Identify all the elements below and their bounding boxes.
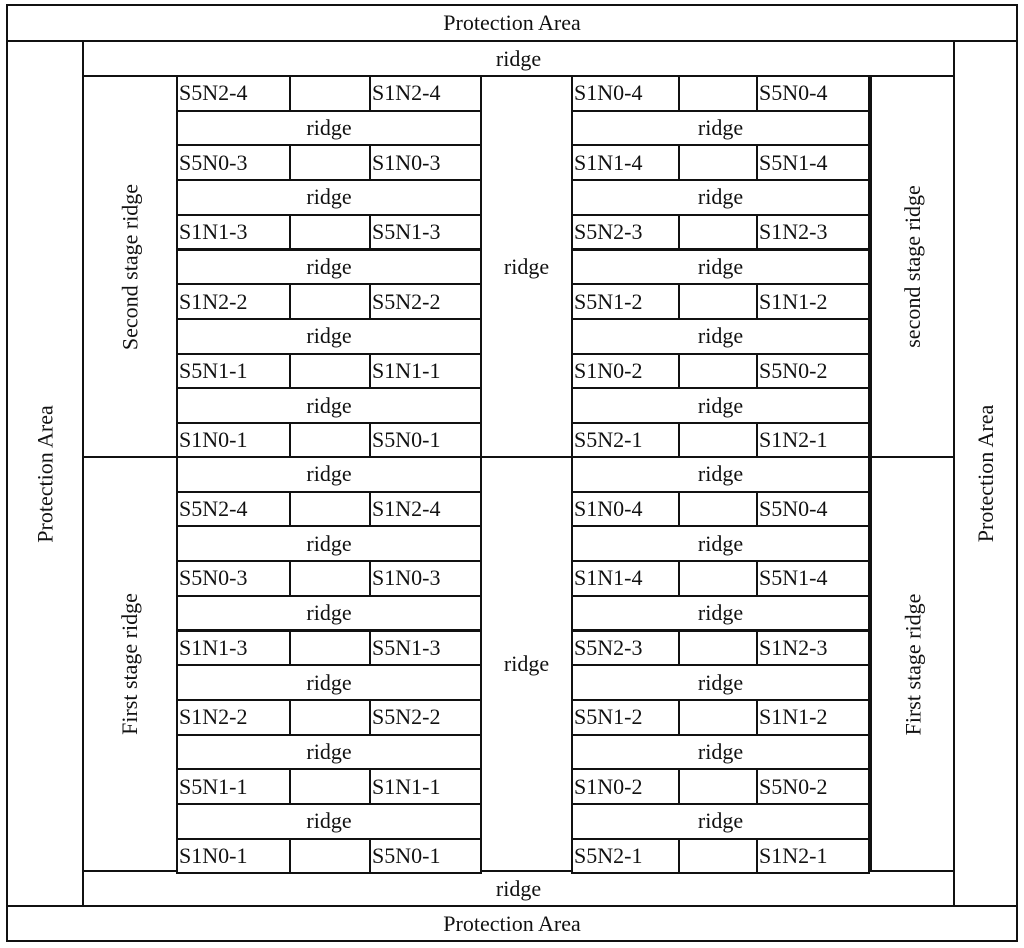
stage-ridge-right-upper-label: second stage ridge: [899, 185, 925, 348]
lower-left-plot-label: S5N0-1: [372, 843, 441, 869]
lower-left-plot-gap: [289, 560, 371, 597]
upper-left-plot-label: S1N2-2: [179, 288, 248, 314]
upper-right-plot-label: S5N1-4: [759, 149, 828, 175]
lower-right-plot-label: S5N2-1: [574, 843, 643, 869]
protection-area-bottom-label: Protection Area: [443, 910, 581, 936]
upper-right-ridge-row-label: ridge: [697, 323, 744, 349]
upper-right-plot-label: S5N2-1: [574, 427, 643, 453]
lower-right-plot-label: S1N1-4: [574, 565, 643, 591]
lower-left-ridge-row-label: ridge: [306, 738, 352, 764]
lower-left-plot-label: S1N1-3: [179, 634, 248, 660]
lower-right-plot-label: S1N2-1: [759, 843, 828, 869]
upper-right-plot-label: S1N0-2: [574, 357, 643, 383]
upper-right-plot-label: S5N1-2: [574, 288, 643, 314]
lower-right-plot-gap: [678, 838, 758, 875]
lower-right-plot-gap: [678, 630, 758, 667]
ridge-center-upper-label: ridge: [503, 253, 550, 279]
lower-left-plot-label: S5N2-4: [179, 496, 248, 522]
lower-right-plot-gap: [678, 699, 758, 736]
upper-left-plot-label: S1N0-3: [372, 149, 441, 175]
protection-area-right-label: Protection Area: [972, 404, 998, 543]
lower-left-ridge-row-label: ridge: [306, 808, 352, 834]
upper-left-plot-gap: [289, 422, 371, 459]
upper-right-plot-label: S5N0-2: [759, 357, 828, 383]
upper-left-plot-label: S1N0-1: [179, 427, 248, 453]
lower-right-plot-label: S5N2-3: [574, 634, 643, 660]
upper-left-plot-label: S5N1-1: [179, 357, 248, 383]
lower-right-plot-label: S1N0-4: [574, 496, 643, 522]
lower-right-ridge-row-label: ridge: [697, 530, 744, 556]
upper-left-plot-label: S1N1-1: [372, 357, 441, 383]
lower-left-plot-gap: [289, 491, 371, 528]
upper-left-ridge-row-label: ridge: [306, 392, 352, 418]
upper-right-plot-gap: [678, 353, 758, 390]
lower-right-ridge-row-label: ridge: [697, 461, 744, 487]
upper-right-plot-gap: [678, 214, 758, 251]
upper-left-ridge-row-label: ridge: [306, 115, 352, 141]
lower-right-plot-label: S5N1-4: [759, 565, 828, 591]
lower-right-plot-label: S5N0-4: [759, 496, 828, 522]
ridge-bottom-label: ridge: [495, 875, 542, 901]
lower-left-plot-gap: [289, 699, 371, 736]
upper-left-plot-label: S5N0-3: [179, 149, 248, 175]
ridge-center-lower-label: ridge: [503, 651, 550, 676]
upper-left-plot-gap: [289, 75, 371, 112]
lower-right-plot-label: S5N1-2: [574, 704, 643, 730]
lower-right-plot-label: S1N0-2: [574, 773, 643, 799]
lower-right-ridge-row-label: ridge: [697, 669, 744, 695]
lower-right-ridge-row-label: ridge: [697, 738, 744, 764]
lower-right-ridge-row-label: ridge: [697, 808, 744, 834]
upper-right-plot-label: S5N2-3: [574, 219, 643, 245]
upper-left-plot-gap: [289, 144, 371, 181]
upper-right-plot-label: S1N1-2: [759, 288, 828, 314]
upper-left-plot-gap: [289, 283, 371, 320]
upper-right-plot-label: S1N2-3: [759, 219, 828, 245]
lower-left-ridge-row-label: ridge: [306, 669, 352, 695]
upper-left-ridge-row-label: ridge: [306, 184, 352, 210]
lower-right-plot-gap: [678, 768, 758, 805]
lower-right-ridge-row-label: ridge: [697, 600, 744, 626]
lower-left-plot-label: S5N0-3: [179, 565, 248, 591]
upper-left-plot-label: S1N1-3: [179, 219, 248, 245]
upper-left-ridge-row-label: ridge: [306, 253, 352, 279]
lower-right-plot-label: S1N1-2: [759, 704, 828, 730]
stage-ridge-right-lower-label: First stage ridge: [899, 593, 925, 735]
upper-left-plot-gap: [289, 353, 371, 390]
upper-right-plot-gap: [678, 75, 758, 112]
protection-area-left-label: Protection Area: [32, 404, 57, 543]
lower-right-plot-gap: [678, 491, 758, 528]
stage-ridge-left-upper-label: Second stage ridge: [117, 183, 142, 350]
lower-left-plot-label: S5N2-2: [372, 704, 441, 730]
upper-left-ridge-row-label: ridge: [306, 323, 352, 349]
lower-left-ridge-row-label: ridge: [306, 530, 352, 556]
lower-left-plot-gap: [289, 768, 371, 805]
ridge-top-label: ridge: [495, 45, 542, 71]
lower-left-plot-label: S1N0-1: [179, 843, 248, 869]
lower-left-ridge-row-label: ridge: [306, 600, 352, 626]
upper-left-plot-label: S5N2-2: [372, 288, 441, 314]
upper-right-ridge-row-label: ridge: [697, 115, 744, 141]
upper-left-plot-label: S5N0-1: [372, 427, 441, 453]
upper-right-plot-label: S5N0-4: [759, 80, 828, 106]
lower-left-plot-label: S5N1-1: [179, 773, 248, 799]
upper-left-plot-label: S5N1-3: [372, 219, 441, 245]
lower-left-ridge-row-label: ridge: [306, 461, 352, 487]
lower-left-plot-label: S5N1-3: [372, 634, 441, 660]
lower-left-plot-gap: [289, 630, 371, 667]
upper-right-plot-gap: [678, 422, 758, 459]
upper-right-plot-label: S1N0-4: [574, 80, 643, 106]
upper-left-plot-label: S1N2-4: [372, 80, 441, 106]
lower-right-plot-gap: [678, 560, 758, 597]
lower-right-plot-label: S1N2-3: [759, 634, 828, 660]
lower-left-plot-gap: [289, 838, 371, 875]
lower-left-plot-label: S1N2-4: [372, 496, 441, 522]
lower-left-plot-label: S1N1-1: [372, 773, 441, 799]
upper-left-plot-label: S5N2-4: [179, 80, 248, 106]
lower-left-plot-label: S1N0-3: [372, 565, 441, 591]
upper-right-ridge-row-label: ridge: [697, 392, 744, 418]
lower-left-plot-label: S1N2-2: [179, 704, 248, 730]
upper-right-plot-gap: [678, 283, 758, 320]
protection-area-top-label: Protection Area: [443, 10, 581, 35]
upper-right-plot-gap: [678, 144, 758, 181]
stage-ridge-left-lower-label: First stage ridge: [117, 593, 142, 735]
upper-left-plot-gap: [289, 214, 371, 251]
upper-right-plot-label: S1N2-1: [759, 427, 828, 453]
upper-right-ridge-row-label: ridge: [697, 253, 744, 279]
upper-right-ridge-row-label: ridge: [697, 184, 744, 210]
upper-right-plot-label: S1N1-4: [574, 149, 643, 175]
lower-right-plot-label: S5N0-2: [759, 773, 828, 799]
